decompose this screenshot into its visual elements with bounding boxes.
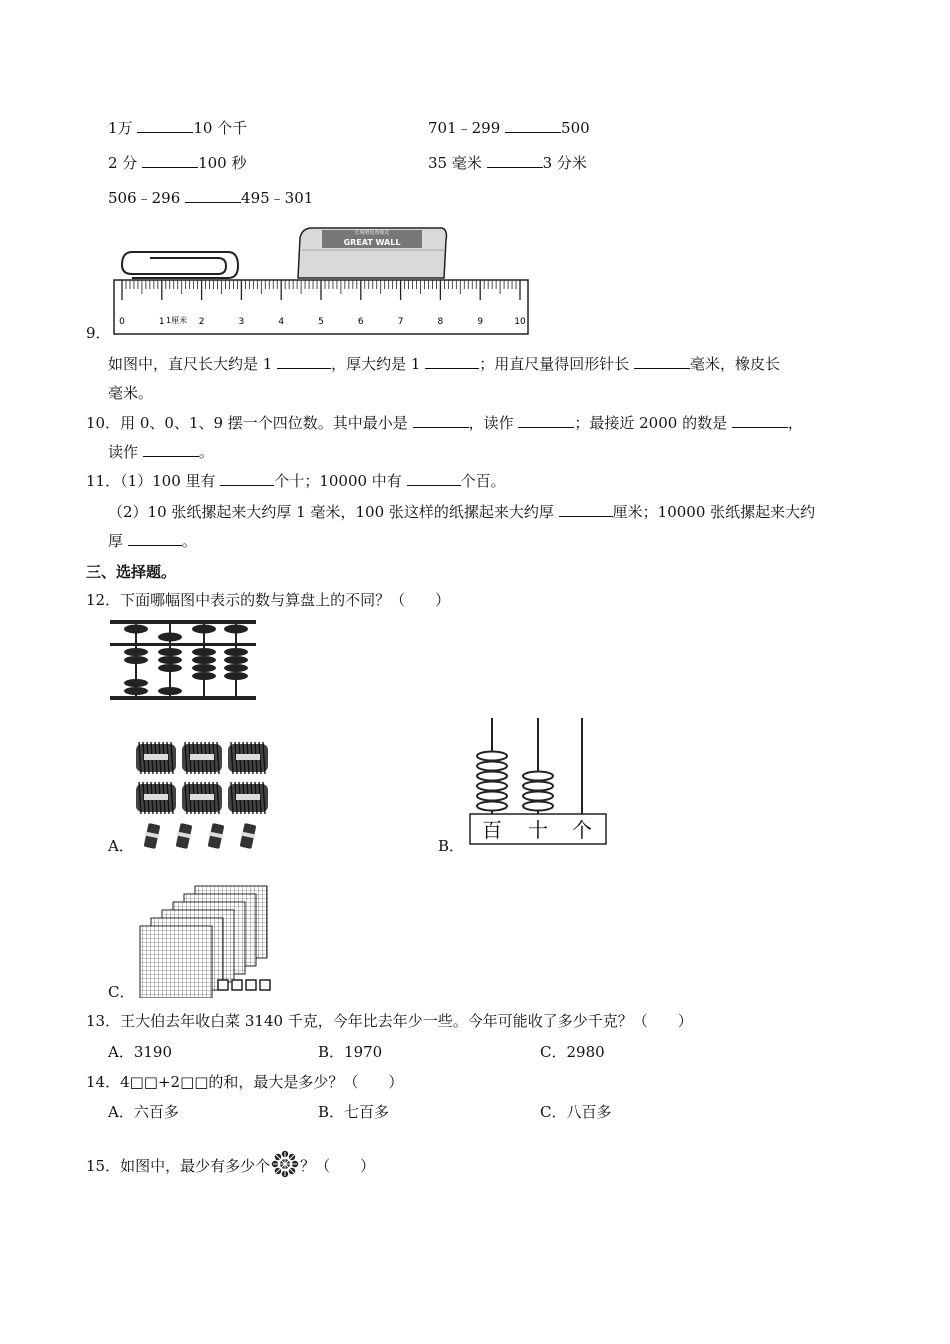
q14-text: 14．4□□+2□□的和，最大是多少？（ ） [86,1073,404,1091]
ruler-number: 2 [198,317,205,327]
abacus-bead [158,656,182,664]
q14-option-c[interactable]: C．八百多 [540,1103,612,1121]
abacus-bead [192,672,216,680]
unit-cube [246,980,256,990]
q9-number: 9． [86,324,111,342]
answer-blank[interactable] [413,413,469,428]
q-text: 如图中，直尺长大约是 1 [108,355,278,373]
stick-bundle-ten [240,823,257,849]
answer-blank[interactable] [277,354,331,369]
stick-bundle-hundred [228,742,268,774]
option-b-counter-image [468,716,612,848]
compare-text: 35 毫米 [428,154,487,172]
q-text: 读作 [108,443,143,461]
compare-text: 2 分 [108,154,143,172]
compare-text: 506﹣296 [108,189,186,207]
stick-bundle-ten [144,823,161,849]
q-text: 个十；10000 中有 [274,472,407,490]
answer-blank[interactable] [425,354,479,369]
q-text: 毫米，橡皮长 [689,355,780,373]
counter-bead [477,782,507,791]
answer-blank[interactable] [143,442,199,457]
abacus-bead [224,656,248,664]
counter-bead [477,792,507,801]
q11-line2 [108,502,815,522]
ruler-number: 6 [357,317,364,327]
q12-text: 12．下面哪幅图中表示的数与算盘上的不同？（ ） [86,591,451,609]
unit-cube [260,980,270,990]
abacus-bead [192,656,216,664]
answer-blank[interactable] [407,471,461,486]
compare-r2b [428,153,587,173]
q-text: 。 [181,532,197,550]
q-text: 11．（1）100 里有 [86,472,221,490]
counter-bead [523,782,553,791]
q-text: ？（ ） [300,1157,376,1175]
abacus-bead [224,625,248,634]
option-a-bundles-image [132,738,274,852]
stick-bundle-hundred [182,782,222,814]
compare-text: 3 分米 [542,154,587,172]
abacus-image [108,618,260,704]
eraser-label: GREAT WALL [343,238,401,247]
answer-blank[interactable] [185,188,241,203]
abacus-bead [158,687,182,695]
snowflake-icon [270,1149,300,1179]
abacus-bead [192,648,216,656]
q-text: 厘米；10000 张纸摞起来大约 [612,503,816,521]
answer-blank[interactable] [487,153,543,168]
answer-blank[interactable] [505,118,561,133]
abacus-bead [192,664,216,672]
q-text: ，厚大约是 1 [331,355,426,373]
abacus-bead [192,625,216,634]
q-text: ；用直尺量得回形针长 [479,355,634,373]
ruler-number: 5 [318,317,324,327]
ruler-number: 7 [397,317,404,327]
q-text: 个百。 [460,472,506,490]
eraser-small-text: 长城牌绘图橡皮 [354,230,390,236]
abacus-bead [124,687,148,695]
ruler-number: 9 [477,317,484,327]
stick-bundle-hundred [136,742,176,774]
stick-bundle-hundred [182,742,222,774]
counter-bead [477,802,507,811]
ruler-number: 10 [514,317,526,327]
answer-blank[interactable] [220,471,274,486]
answer-blank[interactable] [142,153,198,168]
q-text: 10．用 0、0、1、9 摆一个四位数。其中最小是 [86,414,413,432]
ruler-number: 1 [158,317,165,327]
q9-line1 [108,354,780,374]
q13-text: 13．王大伯去年收白菜 3140 千克，今年比去年少一些。今年可能收了多少千克？（ ） [86,1012,693,1030]
compare-text: 500 [561,119,590,137]
place-label-tens: 十 [528,818,548,842]
abacus-bead [158,648,182,656]
counter-bead [523,792,553,801]
compare-text: 10 个千 [193,119,248,137]
ruler-figure [110,220,535,338]
compare-text: 100 秒 [198,154,247,172]
abacus-bead [124,625,148,634]
compare-text: 1万 [108,119,138,137]
abacus-bead [224,664,248,672]
abacus-bead [224,648,248,656]
counter-bead [477,762,507,771]
stick-bundle-ten [208,823,225,849]
place-label-hundreds: 百 [482,818,502,842]
answer-blank[interactable] [732,413,788,428]
answer-blank[interactable] [634,354,690,369]
counter-bead [523,802,553,811]
paper-clip-image [122,252,238,278]
compare-r2a [108,153,247,173]
unit-cube [232,980,242,990]
ruler-cm-label: 1厘米 [166,316,188,325]
q11-line3 [108,531,197,551]
abacus-bead [158,633,182,642]
q11-line1 [86,471,506,491]
ruler-number: 8 [437,317,444,327]
section-title: 三、选择题。 [86,563,177,581]
q-text: ，读作 [468,414,519,432]
q-text: 厚 [108,532,128,550]
answer-blank[interactable] [128,531,182,546]
place-label-ones: 个 [572,818,592,842]
q14-option-a[interactable]: A．六百多 [108,1103,179,1121]
compare-r3a [108,188,313,208]
q9-line2: 毫米。 [108,384,154,402]
eraser-image [298,228,447,278]
answer-blank[interactable] [559,502,613,517]
q-text: ， [787,414,803,432]
q14-option-b[interactable]: B．七百多 [318,1103,390,1121]
compare-text: 495﹣301 [241,189,314,207]
ruler-number: 4 [278,317,285,327]
q-text: 15．如图中，最少有多少个 [86,1157,271,1175]
unit-cube [218,980,228,990]
compare-text: 701﹣299 [428,119,506,137]
abacus-bead [158,664,182,672]
q-text: 。 [198,443,214,461]
q-text: （2）10 张纸摞起来大约厚 1 毫米，100 张这样的纸摞起来大约厚 [108,503,559,521]
counter-bead [477,752,507,761]
abacus-bead [124,648,148,656]
option-a-label[interactable]: A． [108,837,134,855]
ruler-number: 0 [119,317,125,327]
option-b-label[interactable]: B． [438,837,465,855]
option-c-label[interactable]: C． [108,983,135,1001]
answer-blank[interactable] [137,118,193,133]
hundred-flat-grid [140,926,212,998]
counter-bead [477,772,507,781]
q13-option-b[interactable]: B．1970 [318,1043,383,1061]
q-text: ；最接近 2000 的数是 [574,414,732,432]
answer-blank[interactable] [518,413,574,428]
q15-text [86,1149,375,1179]
ruler-number: 3 [238,317,245,327]
abacus-bead [124,679,148,687]
q10-line1 [86,413,803,433]
abacus-bead [124,656,148,664]
q10-line2 [108,442,214,462]
compare-r1b [428,118,590,138]
abacus-bead [224,672,248,680]
compare-r1a [108,118,247,138]
stick-bundle-hundred [136,782,176,814]
q13-option-c[interactable]: C．2980 [540,1043,605,1061]
option-c-blocks-image [138,866,278,998]
stick-bundle-ten [176,823,193,849]
stick-bundle-hundred [228,782,268,814]
counter-bead [523,772,553,781]
q13-option-a[interactable]: A．3190 [108,1043,173,1061]
